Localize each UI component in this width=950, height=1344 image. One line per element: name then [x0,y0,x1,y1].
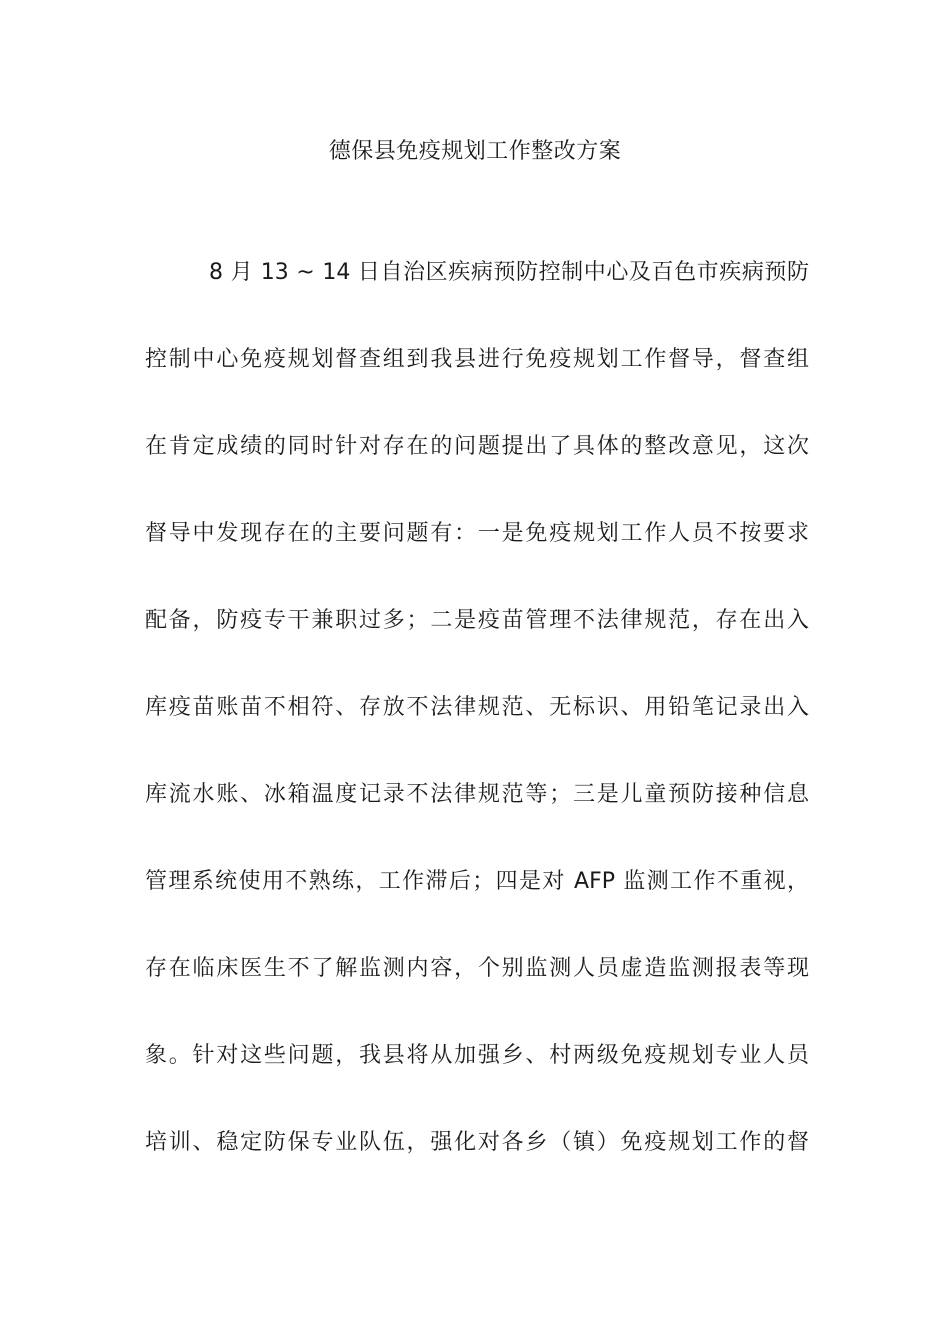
paragraph-line: 库流水账、冰箱温度记录不法律规范等；三是儿童预防接种信息 [145,782,809,807]
paragraph-line: 管理系统使用不熟练，工作滞后；四是对 AFP 监测工作不重视， [145,869,809,894]
paragraph-line: 控制中心免疫规划督查组到我县进行免疫规划工作督导，督查组 [145,347,809,372]
paragraph-line: 培训、稳定防保专业队伍，强化对各乡（镇）免疫规划工作的督 [145,1130,809,1155]
paragraph-line: 配备，防疫专干兼职过多；二是疫苗管理不法律规范，存在出入 [145,608,809,633]
paragraph-line: 库疫苗账苗不相符、存放不法律规范、无标识、用铅笔记录出入 [145,695,809,720]
paragraph-line: 存在临床医生不了解监测内容，个别监测人员虚造监测报表等现 [145,956,809,981]
paragraph-line: 象。针对这些问题，我县将从加强乡、村两级免疫规划专业人员 [145,1043,809,1068]
document-title: 德保县免疫规划工作整改方案 [328,139,622,164]
paragraph-line: 在肯定成绩的同时针对存在的问题提出了具体的整改意见，这次 [145,434,809,459]
paragraph-line: 8 月 13 ~ 14 日自治区疾病预防控制中心及百色市疾病预防 [209,260,809,285]
paragraph-line: 督导中发现存在的主要问题有：一是免疫规划工作人员不按要求 [145,521,809,546]
